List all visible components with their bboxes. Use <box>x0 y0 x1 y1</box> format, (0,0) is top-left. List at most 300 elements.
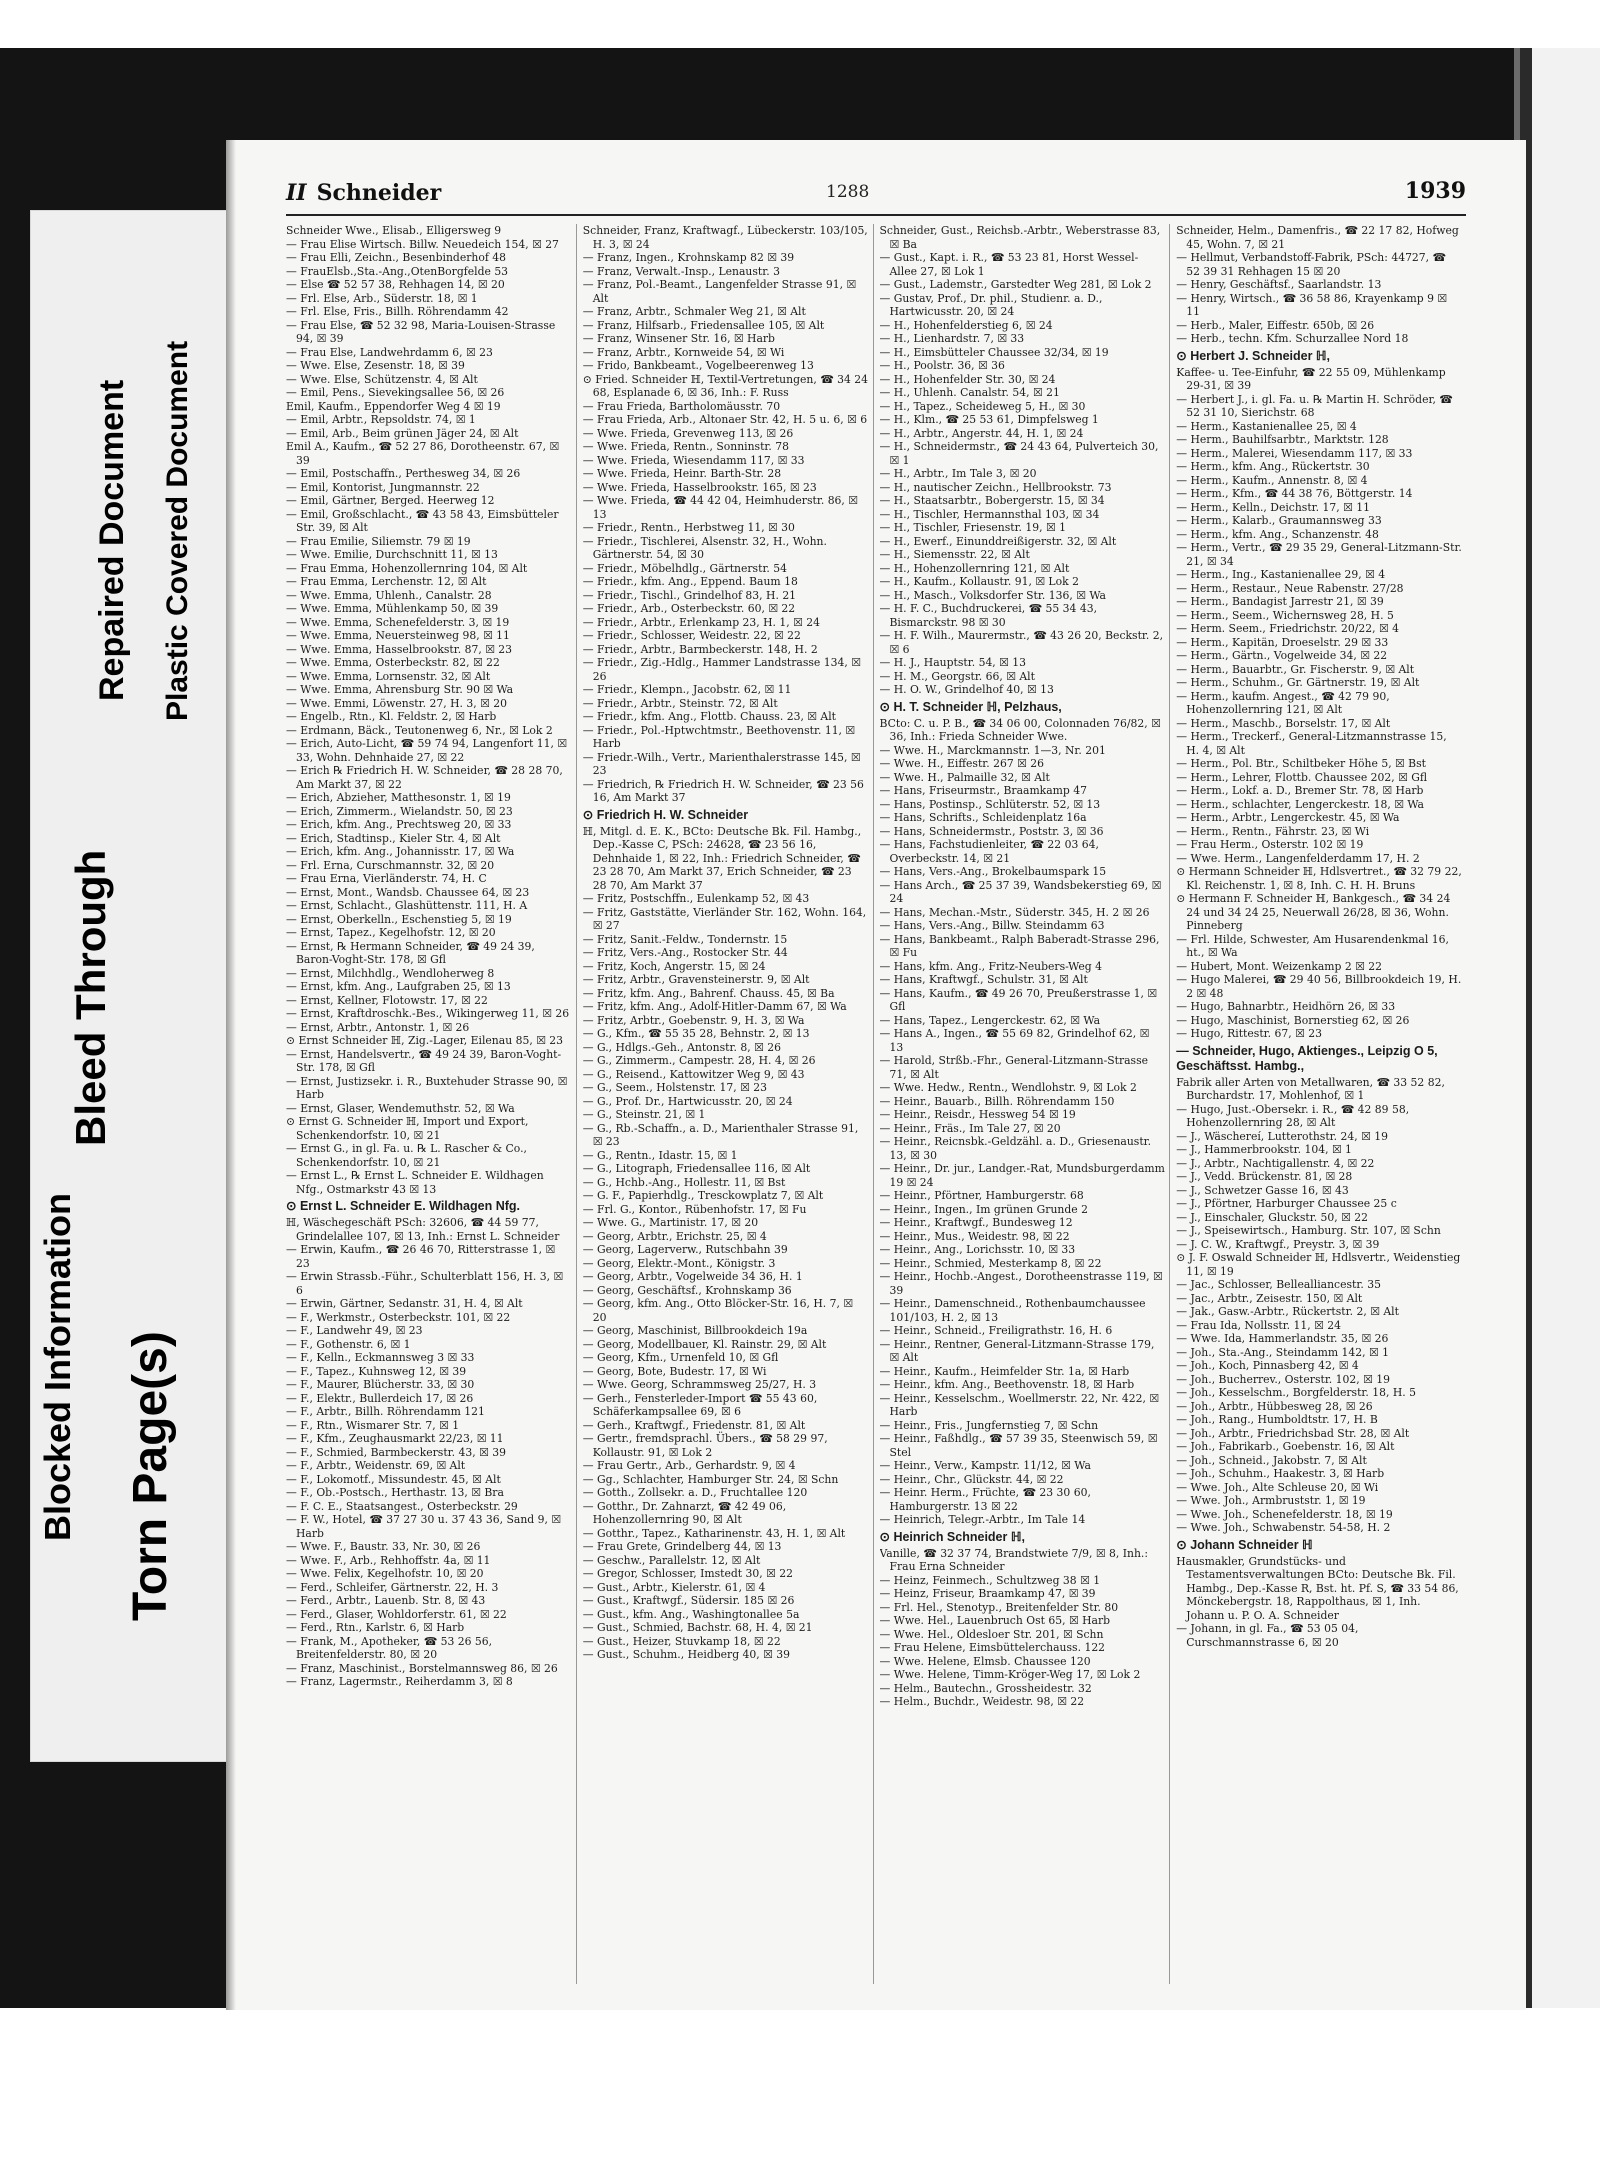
directory-entry: — G., Steinstr. 21, ☒ 1 <box>582 1108 706 1121</box>
directory-entry: — Herb., Maler, Eiffestr. 650b, ☒ 26 <box>1176 318 1375 332</box>
directory-entry: — Frl. Else, Fris., Billh. Röhrendamm 42 <box>286 305 509 318</box>
directory-entry: — G., Hchb.-Ang., Hollestr. 11, ☒ Bst <box>582 1175 786 1189</box>
directory-entry: — Gg., Schlachter, Hamburger Str. 24, ☒ Schn <box>582 1472 839 1486</box>
directory-entry: — Wwe. Emma, Ahrensburg Str. 90 ☒ Wa <box>286 683 514 696</box>
directory-entry: — Ernst, Kraftdroschk.-Bes., Wikingerweg 11, ☒ 26 <box>286 1007 570 1020</box>
directory-entry: — Herm., Bauarbtr., Gr. Fischerstr. 9, ☒ Alt <box>1176 662 1415 676</box>
directory-entry: — J., Schwetzer Gasse 16, ☒ 43 <box>1176 1183 1349 1197</box>
directory-entry: — Herm., Seem., Wichernsweg 28, H. 5 <box>1176 608 1394 622</box>
directory-entry: — Fritz, kfm. Ang., Bahrenf. Chauss. 45, ☒ Ba <box>582 986 835 1000</box>
directory-entry: — Gust., Schmied, Bachstr. 68, H. 4, ☒ 21 <box>582 1621 813 1634</box>
directory-entry: ⊙ Hermann Schneider ℍ, Hdlsvertret., ☎ 32 79 22, Kl. Reichenstr. 1, ☒ 8, Inh. C. H. H. Bruns <box>1176 865 1462 892</box>
directory-entry: — H., Tischler, Hermannsthal 103, ☒ 34 <box>879 507 1100 521</box>
directory-entry: — H., Schneidermstr., ☎ 24 43 64, Pulverteich 30, ☒ 1 <box>879 440 1159 467</box>
directory-entry: — Engelb., Rtn., Kl. Feldstr. 2, ☒ Harb <box>286 710 497 723</box>
directory-entry: — Heinr., Ingen., Im grünen Grunde 2 <box>879 1202 1088 1216</box>
directory-entry: — Friedrich, ℞ Friedrich H. W. Schneider, ☎ 23 56 16, Am Markt 37 <box>582 777 864 804</box>
directory-entry: — J., Pförtner, Harburger Chaussee 25 c <box>1176 1197 1397 1210</box>
directory-entry: — Heinrich, Telegr.-Arbtr., Im Tale 14 <box>879 1513 1086 1526</box>
directory-entry: — Franz, Arbtr., Kornweide 54, ☒ Wi <box>582 345 785 359</box>
directory-entry: — Hans, Vers.-Ang., Billw. Steindamm 63 <box>879 919 1105 932</box>
directory-entry: Schneider, Helm., Damenfris., ☎ 22 17 82, Hofweg 45, Wohn. 7, ☒ 21 <box>1176 224 1459 251</box>
directory-entry: — Joh., Schuhm., Haakestr. 3, ☒ Harb <box>1176 1467 1385 1480</box>
directory-entry: — Frau Emma, Hohenzollernring 104, ☒ Alt <box>286 561 528 575</box>
directory-entry: — Hans, Schrifts., Schleidenplatz 16a <box>879 811 1087 824</box>
directory-entry: — Friedr.-Wilh., Vertr., Marienthalerstrasse 145, ☒ 23 <box>582 750 861 777</box>
directory-entry: — H., Siemensstr. 22, ☒ Alt <box>879 548 1030 561</box>
directory-entry: — Hans, Mechan.-Mstr., Süderstr. 345, H. 2 ☒ 26 <box>879 905 1150 919</box>
directory-entry: — Hans, Fachstudienleiter, ☎ 22 03 64, Overbeckstr. 14, ☒ 21 <box>879 838 1099 865</box>
directory-entry: — Georg, Kfm., Urnenfeld 10, ☒ Gfl <box>582 1351 779 1364</box>
directory-entry: — Heinr., Fris., Jungfernstieg 7, ☒ Schn <box>879 1418 1099 1432</box>
column-marker: II <box>286 180 307 206</box>
directory-entry: — Ernst, ℞ Hermann Schneider, ☎ 49 24 39, Baron-Voght-Str. 178, ☒ Gfl <box>286 939 535 966</box>
directory-entry: — Franz, Winsener Str. 16, ☒ Harb <box>582 332 775 345</box>
label-blocked-information: Blocked Information <box>37 1192 78 1541</box>
directory-entry: — Hans, Kaufm., ☎ 49 26 70, Preußerstrasse 1, ☒ Gfl <box>879 986 1158 1013</box>
directory-entry: — Ferd., Glaser, Wohldorferstr. 61, ☒ 22 <box>286 1607 507 1621</box>
directory-entry: — F., Rtn., Wismarer Str. 7, ☒ 1 <box>286 1418 460 1432</box>
directory-entry: — Joh., Rang., Humboldtstr. 17, H. B <box>1176 1413 1378 1426</box>
directory-entry: — Hugo, Maschinist, Bornerstieg 62, ☒ 26 <box>1176 1013 1410 1027</box>
directory-entry: — Hans Arch., ☎ 25 37 39, Wandsbekerstieg 69, ☒ 24 <box>879 878 1162 905</box>
directory-entry: — Hans, Postinsp., Schlüterstr. 52, ☒ 13 <box>879 797 1101 811</box>
directory-entry: — G., Rentn., Idastr. 15, ☒ 1 <box>582 1148 738 1162</box>
directory-heading-entry: ⊙ Friedrich H. W. Schneider <box>582 807 749 822</box>
directory-entry: ⊙ Ernst G. Schneider ℍ, Import und Export, Schenkendorfstr. 10, ☒ 21 <box>286 1115 529 1142</box>
directory-entry: — F., Elektr., Bullerdeich 17, ☒ 26 <box>286 1391 474 1405</box>
directory-entry: — Gotth., Zollsekr. a. D., Fruchtallee 120 <box>582 1486 808 1499</box>
directory-entry: — Hugo, Rittestr. 67, ☒ 23 <box>1176 1027 1322 1040</box>
directory-entry: — Frau Grete, Grindelberg 44, ☒ 13 <box>582 1540 782 1553</box>
directory-entry: — Wwe. Helene, Timm-Kröger-Weg 17, ☒ Lok 2 <box>879 1668 1141 1681</box>
directory-entry: — Wwe. H., Marckmannstr. 1—3, Nr. 201 <box>879 743 1106 757</box>
directory-entry: — Herb., techn. Kfm. Schurzallee Nord 18 <box>1176 332 1409 345</box>
directory-entry: — Ferd., Rtn., Karlstr. 6, ☒ Harb <box>286 1621 465 1634</box>
directory-entry: — Joh., Schneid., Jakobstr. 7, ☒ Alt <box>1176 1453 1367 1467</box>
directory-entry: — Heinr., Hochb.-Angest., Dorotheenstrasse 119, ☒ 39 <box>879 1270 1163 1297</box>
directory-entry: — Friedr., Zig.-Hdlg., Hammer Landstrasse 134, ☒ 26 <box>582 656 861 683</box>
directory-entry: — Heinr., Reisdr., Hessweg 54 ☒ 19 <box>879 1108 1076 1121</box>
directory-entry: — F., Arbtr., Weidenstr. 69, ☒ Alt <box>286 1459 466 1472</box>
directory-entry: — Erich, Abzieher, Matthesonstr. 1, ☒ 19 <box>286 791 511 804</box>
directory-entry: — Herm., Bauhilfsarbtr., Marktstr. 128 <box>1176 433 1389 446</box>
header-year: 1939 <box>1404 178 1466 204</box>
directory-entry: — Herm., Malerei, Wiesendamm 117, ☒ 33 <box>1176 446 1413 460</box>
directory-entry: — Herm., Gärtn., Vogelweide 34, ☒ 22 <box>1176 649 1388 662</box>
directory-entry: — Helm., Buchdr., Weidestr. 98, ☒ 22 <box>879 1695 1085 1708</box>
directory-entry: — Wwe. Joh., Armbruststr. 1, ☒ 19 <box>1176 1494 1366 1507</box>
directory-entry: Kaffee- u. Tee-Einfuhr, ☎ 22 55 09, Mühlenkamp 29-31, ☒ 39 <box>1176 365 1446 392</box>
directory-entry: — Hans, Bankbeamt., Ralph Baberadt-Strasse 296, ☒ Fu <box>879 932 1160 959</box>
directory-entry: — Gust., Schuhm., Heidberg 40, ☒ 39 <box>582 1648 790 1661</box>
directory-entry: — J., Hammerbrookstr. 104, ☒ 1 <box>1176 1143 1352 1156</box>
directory-entry: — Heinz, Friseur, Braamkamp 47, ☒ 39 <box>879 1587 1096 1600</box>
directory-entry: — F., Kfm., Zeughausmarkt 22/23, ☒ 11 <box>286 1432 504 1445</box>
directory-entry: — Heinr., Rentner, General-Litzmann-Strasse 179, ☒ Alt <box>879 1337 1155 1364</box>
directory-entry: Schneider, Franz, Kraftwagf., Lübeckerstr. 103/105, H. 3, ☒ 24 <box>582 224 868 251</box>
directory-entry: — Georg, kfm. Ang., Otto Blöcker-Str. 16, H. 7, ☒ 20 <box>582 1297 854 1324</box>
directory-entry: — Frl. G., Kontor., Rübenhofstr. 17, ☒ Fu <box>582 1202 807 1216</box>
directory-entry: — Wwe. Frieda, ☎ 44 42 04, Heimhuderstr. 86, ☒ 13 <box>582 494 858 521</box>
directory-entry: — Frido, Bankbeamt., Vogelbeerenweg 13 <box>582 359 814 372</box>
directory-entry: — Heinr., Schneid., Freiligrathstr. 16, H. 6 <box>879 1324 1113 1337</box>
directory-entry: ℍ, Wäschegeschäft PSch: 32606, ☎ 44 59 77, Grindelallee 107, ☒ 13, Inh.: Ernst L. Schneider <box>286 1216 560 1243</box>
directory-entry: — Fritz, Arbtr., Goebenstr. 9, H. 3, ☒ Wa <box>582 1013 805 1027</box>
directory-entry: — Frau Elise Wirtsch. Billw. Neuedeich 154, ☒ 27 <box>286 237 559 251</box>
directory-entry: — Herm., Maschb., Borselstr. 17, ☒ Alt <box>1176 716 1391 730</box>
directory-entry: — Wwe. Joh., Schwabenstr. 54-58, H. 2 <box>1176 1521 1391 1534</box>
directory-entry: — Henry, Geschäftsf., Saarlandstr. 13 <box>1176 278 1382 291</box>
directory-entry: — Wwe. Else, Zesenstr. 18, ☒ 39 <box>286 359 465 372</box>
directory-entry: — Fritz, Postschffn., Eulenkamp 52, ☒ 43 <box>582 892 810 905</box>
directory-entry: — Herm., schlachter, Lengerckestr. 18, ☒ Wa <box>1176 797 1424 811</box>
directory-entry: — Wwe. Joh., Schenefelderstr. 18, ☒ 19 <box>1176 1507 1393 1521</box>
directory-entry: ℍ, Mitgl. d. E. K., BCto: Deutsche Bk. Fil. Hambg., Dep.-Kasse C, PSch: 24628, ☎ 23 56 16, Dehnhaide 1, ☒ 22, Inh.: Friedrich Schneider, ☎ 23 28 70, Am Markt 37, Erich Schneider, ☎ 23 28 70, Am Markt 37 <box>582 824 862 892</box>
directory-entry: — Erich, Zimmerm., Wielandstr. 50, ☒ 23 <box>286 804 513 818</box>
directory-entry: — Friedr., Möbelhdlg., Gärtnerstr. 54 <box>582 561 788 575</box>
directory-entry: — Herm., Kapitän, Droeselstr. 29 ☒ 33 <box>1176 635 1389 649</box>
directory-entry: — Ernst, Tapez., Kegelhofstr. 12, ☒ 20 <box>286 926 496 939</box>
directory-entry: — Franz, Hilfsarb., Friedensallee 105, ☒ Alt <box>582 318 825 332</box>
directory-entry: — H., Kaufm., Kollaustr. 91, ☒ Lok 2 <box>879 575 1079 588</box>
directory-entry: — Frau Emilie, Siliemstr. 79 ☒ 19 <box>286 534 471 548</box>
directory-entry: — Herm., Rentn., Fährstr. 23, ☒ Wi <box>1176 824 1370 838</box>
directory-entry: — Wwe. Emma, Osterbeckstr. 82, ☒ 22 <box>286 656 500 669</box>
directory-entry: — G., Kfm., ☎ 55 35 28, Behnstr. 2, ☒ 13 <box>582 1027 810 1040</box>
directory-entry: — Joh., Sta.-Ang., Steindamm 142, ☒ 1 <box>1176 1345 1390 1359</box>
directory-entry: Vanille, ☎ 32 37 74, Brandstwiete 7/9, ☒ 8, Inh.: Frau Erna Schneider <box>879 1546 1148 1573</box>
directory-entry: — G., Seem., Holstenstr. 17, ☒ 23 <box>582 1081 767 1094</box>
directory-entry: — Frau Frieda, Bartholomäusstr. 70 <box>582 399 781 413</box>
directory-entry: BCto: C. u. P. B., ☎ 34 06 00, Colonnaden 76/82, ☒ 36, Inh.: Frieda Schneider Wwe. <box>879 716 1161 743</box>
directory-entry: — Gust., Arbtr., Kielerstr. 61, ☒ 4 <box>582 1580 766 1594</box>
directory-entry: — G., Reisend., Kattowitzer Weg 9, ☒ 43 <box>582 1067 805 1081</box>
directory-entry: — Friedr., Tischlerei, Alsenstr. 32, H., Wohn. Gärtnerstr. 54, ☒ 30 <box>582 534 827 561</box>
directory-entry: — Friedr., Klempn., Jacobstr. 62, ☒ 11 <box>582 683 792 696</box>
directory-entry: — Wwe. Emma, Schenefelderstr. 3, ☒ 19 <box>286 615 510 629</box>
directory-entry: — Geschw., Parallelstr. 12, ☒ Alt <box>582 1553 761 1567</box>
directory-entry: — Gerh., Fensterleder-Import ☎ 55 43 60, Schäferkampsallee 69, ☒ 6 <box>582 1391 818 1418</box>
directory-column-3 <box>880 224 1171 1984</box>
directory-entry: — J., Wäschereí, Lutterothstr. 24, ☒ 19 <box>1176 1129 1388 1143</box>
directory-entry: — Gertr., fremdsprachl. Übers., ☎ 58 29 97, Kollaustr. 91, ☒ Lok 2 <box>582 1432 828 1459</box>
directory-heading-entry: ⊙ Heinrich Schneider ℍ, <box>879 1529 1025 1544</box>
directory-entry: — G., Zimmerm., Campestr. 28, H. 4, ☒ 26 <box>582 1054 816 1067</box>
directory-entry: — F., Maurer, Blücherstr. 33, ☒ 30 <box>286 1378 475 1391</box>
directory-entry: — H., Tapez., Scheideweg 5, H., ☒ 30 <box>879 399 1086 413</box>
directory-entry: — H., Staatsarbtr., Bobergerstr. 15, ☒ 34 <box>879 494 1105 507</box>
directory-entry: — Hugo Malerei, ☎ 29 40 56, Billbrookdeich 19, H. 2 ☒ 48 <box>1176 973 1462 1000</box>
directory-entry: — H., Arbtr., Angerstr. 44, H. 1, ☒ 24 <box>879 426 1084 440</box>
directory-heading-entry: — Schneider, Hugo, Aktienges., Leipzig O 5, Geschäftsst. Hambg., <box>1176 1043 1438 1073</box>
directory-entry: — Wwe. Emma, Hasselbrookstr. 87, ☒ 23 <box>286 642 513 656</box>
directory-entry: — Wwe. Frieda, Wiesendamm 117, ☒ 33 <box>582 453 805 467</box>
directory-entry: — Herm., Pol. Btr., Schiltbeker Höhe 5, ☒ Bst <box>1176 757 1426 770</box>
directory-entry: — H., nautischer Zeichn., Hellbrookstr. 73 <box>879 480 1112 494</box>
directory-entry: — Ernst G., in gl. Fa. u. ℞ L. Rascher & Co., Schenkendorfstr. 10, ☒ 21 <box>286 1142 527 1169</box>
directory-entry: — Franz, Pol.-Beamt., Langenfelder Strasse 91, ☒ Alt <box>582 278 857 305</box>
directory-entry: — Herm., kaufm. Angest., ☎ 42 79 90, Hohenzollernring 121, ☒ Alt <box>1176 689 1390 716</box>
page-left-shadow <box>226 140 236 2010</box>
directory-entry: — Heinr., Kaufm., Heimfelder Str. 1a, ☒ Harb <box>879 1364 1130 1378</box>
directory-entry: — Franz, Arbtr., Schmaler Weg 21, ☒ Alt <box>582 305 806 318</box>
directory-entry: — Helm., Bautechn., Grossheidestr. 32 <box>879 1681 1092 1695</box>
directory-entry: — Herm., kfm. Ang., Rückertstr. 30 <box>1176 460 1370 473</box>
directory-entry: — H. M., Georgstr. 66, ☒ Alt <box>879 669 1035 683</box>
directory-entry: ⊙ Hermann F. Schneider ℍ, Bankgesch., ☎ 34 24 24 und 34 24 25, Neuerwall 26/28, ☒ 36, Wohn. Pinneberg <box>1176 892 1451 932</box>
directory-entry: — Wwe. Emma, Lornsenstr. 32, ☒ Alt <box>286 669 491 683</box>
directory-entry: — Joh., Kesselschm., Borgfelderstr. 18, H. 5 <box>1176 1386 1417 1399</box>
directory-entry: — Hans, kfm. Ang., Fritz-Neubers-Weg 4 <box>879 959 1102 973</box>
directory-entry: — Fritz, Arbtr., Gravensteinerstr. 9, ☒ Alt <box>582 973 810 986</box>
directory-entry: — Heinr., Schmied, Mesterkamp 8, ☒ 22 <box>879 1256 1102 1270</box>
directory-entry: — Wwe. Felix, Kegelhofstr. 10, ☒ 20 <box>286 1567 484 1580</box>
directory-entry: — H. O. W., Grindelhof 40, ☒ 13 <box>879 683 1054 696</box>
directory-entry: — Ernst, kfm. Ang., Laufgraben 25, ☒ 13 <box>286 980 511 993</box>
directory-entry: — F., Tapez., Kuhnsweg 12, ☒ 39 <box>286 1364 467 1378</box>
directory-entry: — Friedr., Arbtr., Erlenkamp 23, H. 1, ☒ 24 <box>582 615 821 629</box>
directory-entry: — Henry, Wirtsch., ☎ 36 58 86, Krayenkamp 9 ☒ 11 <box>1176 291 1448 318</box>
directory-entry: — H. F. Wilh., Maurermstr., ☎ 43 26 20, Beckstr. 2, ☒ 6 <box>879 629 1164 656</box>
directory-entry: Hausmakler, Grundstücks- und Testamentsverwaltungen BCto: Deutsche Bk. Fil. Hambg., Dep.-Kasse R, Bst. ht. Pf. S, ☎ 33 54 86, Mönckebergstr. 18, Rappolthaus, ☒ 1, Inh. Johann u. P. O. A. Schneider <box>1176 1554 1459 1622</box>
directory-entry: — G. F., Papierhdlg., Tresckowplatz 7, ☒ Alt <box>582 1189 824 1202</box>
directory-entry: — Ernst, Glaser, Wendemuthstr. 52, ☒ Wa <box>286 1101 515 1115</box>
directory-page <box>226 140 1526 2010</box>
directory-entry: — Heinr., Fräs., Im Tale 27, ☒ 20 <box>879 1121 1061 1135</box>
directory-entry: — Herm., Ing., Kastanienallee 29, ☒ 4 <box>1176 568 1386 581</box>
directory-entry: — Erdmann, Bäck., Teutonenweg 6, Nr., ☒ Lok 2 <box>286 723 553 737</box>
directory-column-2 <box>583 224 874 1984</box>
directory-entry: — Erich, kfm. Ang., Prechtsweg 20, ☒ 33 <box>286 818 512 831</box>
directory-entry: — Ferd., Arbtr., Lauenb. Str. 8, ☒ 43 <box>286 1594 486 1607</box>
directory-entry: — Wwe. Frieda, Grevenweg 113, ☒ 26 <box>582 426 794 440</box>
directory-entry: — Heinr., Mus., Weidestr. 98, ☒ 22 <box>879 1229 1070 1243</box>
directory-column-1 <box>286 224 577 1984</box>
directory-entry: — Georg, Arbtr., Erichstr. 25, ☒ 4 <box>582 1229 767 1243</box>
directory-entry: Schneider Wwe., Elisab., Elligersweg 9 <box>286 224 502 237</box>
directory-entry: — H., Ewerf., Einunddreißigerstr. 32, ☒ Alt <box>879 534 1117 548</box>
directory-entry: — Friedr., kfm. Ang., Flottb. Chauss. 23, ☒ Alt <box>582 710 837 723</box>
directory-entry: — Ernst, Handelsvertr., ☎ 49 24 39, Baron-Voght-Str. 178, ☒ Gfl <box>286 1047 562 1074</box>
directory-entry: — Johann, in gl. Fa., ☎ 53 05 04, Curschmannstrasse 6, ☒ 20 <box>1176 1622 1359 1649</box>
directory-entry: — Wwe. F., Baustr. 33, Nr. 30, ☒ 26 <box>286 1540 481 1553</box>
directory-entry: — Franz, Verwalt.-Insp., Lenaustr. 3 <box>582 264 780 278</box>
label-torn-pages: Torn Page(s) <box>124 1331 177 1621</box>
directory-entry: — Heinr., Pförtner, Hamburgerstr. 68 <box>879 1189 1084 1202</box>
directory-entry: — H. F. C., Buchdruckerei, ☎ 55 34 43, Bismarckstr. 98 ☒ 30 <box>879 602 1098 629</box>
directory-entry: — H., Arbtr., Im Tale 3, ☒ 20 <box>879 467 1037 480</box>
directory-entry: — Frau Else, ☎ 52 32 98, Maria-Louisen-Strasse 94, ☒ 39 <box>286 318 556 345</box>
directory-entry: — Hubert, Mont. Weizenkamp 2 ☒ 22 <box>1176 959 1383 973</box>
directory-entry: — Joh., Arbtr., Hübbesweg 28, ☒ 26 <box>1176 1399 1373 1413</box>
directory-entry: — Frl. Hilde, Schwester, Am Husarendenkmal 16, ht., ☒ Wa <box>1176 932 1449 959</box>
directory-entry: — Ernst, Oberkelln., Eschenstieg 5, ☒ 19 <box>286 912 512 926</box>
directory-entry: — Fritz, Koch, Angerstr. 15, ☒ 24 <box>582 959 766 973</box>
directory-entry: — Georg, Geschäftsf., Krohnskamp 36 <box>582 1283 792 1297</box>
directory-entry: — Emil, Arbtr., Repsoldstr. 74, ☒ 1 <box>286 413 476 426</box>
directory-column-4 <box>1176 224 1466 1984</box>
directory-entry: — Herm., Kastanienallee 25, ☒ 4 <box>1176 419 1357 433</box>
top-margin <box>0 0 1600 48</box>
label-plastic-covered-document: Plastic Covered Document <box>161 340 194 721</box>
directory-entry: — Fritz, Gaststätte, Vierländer Str. 162, Wohn. 164, ☒ 27 <box>582 905 867 932</box>
directory-entry: — Herm., Arbtr., Lengerckestr. 45, ☒ Wa <box>1176 811 1400 824</box>
directory-entry: — F., Schmied, Barmbeckerstr. 43, ☒ 39 <box>286 1445 506 1459</box>
directory-entry: — Erwin Strassb.-Führ., Schulterblatt 156, H. 3, ☒ 6 <box>286 1270 564 1297</box>
directory-entry: — F., Werkmstr., Osterbeckstr. 101, ☒ 22 <box>286 1310 511 1324</box>
directory-entry: — Frank, M., Apotheker, ☎ 53 26 56, Breitenfelderstr. 80, ☒ 20 <box>286 1634 493 1661</box>
directory-entry: — Hellmut, Verbandstoff-Fabrik, PSch: 44727, ☎ 52 39 31 Rehhagen 15 ☒ 20 <box>1176 251 1446 278</box>
directory-entry: — H., Klm., ☎ 25 53 61, Dimpfelsweg 1 <box>879 413 1099 426</box>
directory-entry: — Friedr., Rentn., Herbstweg 11, ☒ 30 <box>582 521 795 534</box>
directory-entry: — Georg, Lagerverw., Rutschbahn 39 <box>582 1243 788 1256</box>
directory-heading-entry: ⊙ Ernst L. Schneider E. Wildhagen Nfg. <box>286 1199 520 1213</box>
directory-entry: ⊙ J. F. Oswald Schneider ℍ, Hdlsvertr., Weidenstieg 11, ☒ 19 <box>1176 1251 1461 1278</box>
directory-entry: — Heinr., Chr., Glückstr. 44, ☒ 22 <box>879 1472 1064 1486</box>
directory-entry: — Gust., Kraftwgf., Südersir. 185 ☒ 26 <box>582 1594 795 1607</box>
directory-entry: — Emil, Arb., Beim grünen Jäger 24, ☒ Alt <box>286 426 519 440</box>
directory-entry: — Gust., Lademstr., Garstedter Weg 281, ☒ Lok 2 <box>879 278 1152 291</box>
directory-entry: — Emil, Gärtner, Berged. Heerweg 12 <box>286 494 495 507</box>
directory-entry: — Ernst, Milchhdlg., Wendloherweg 8 <box>286 966 495 980</box>
directory-entry: Emil A., Kaufm., ☎ 52 27 86, Dorotheenstr. 67, ☒ 39 <box>286 440 560 467</box>
directory-entry: — Heinr., Reicnsbk.-Geldzähl. a. D., Griesenaustr. 13, ☒ 30 <box>879 1135 1152 1162</box>
directory-entry: — H., Lienhardstr. 7, ☒ 33 <box>879 332 1025 345</box>
directory-entry: — Hugo, Bahnarbtr., Heidhörn 26, ☒ 33 <box>1176 1000 1396 1013</box>
directory-entry: ⊙ Fried. Schneider ℍ, Textil-Vertretungen, ☎ 34 24 68, Esplanade 6, ☒ 36, Inh.: F. Russ <box>582 372 869 399</box>
directory-entry: — Frau Elli, Zeichn., Besenbinderhof 48 <box>286 251 507 264</box>
directory-entry: — Gust., Heizer, Stuvkamp 18, ☒ 22 <box>582 1634 781 1648</box>
directory-entry: — Friedr., Tischl., Grindelhof 83, H. 21 <box>582 588 797 602</box>
directory-entry: — Wwe. Frieda, Hasselbrookstr. 165, ☒ 23 <box>582 480 817 494</box>
directory-entry: — Hans, Vers.-Ang., Brokelbaumspark 15 <box>879 865 1107 878</box>
directory-entry: — Joh., Fabrikarb., Goebenstr. 16, ☒ Alt <box>1176 1440 1395 1453</box>
directory-entry: — Jac., Schlosser, Bellealliancestr. 35 <box>1176 1278 1381 1291</box>
directory-entry: — F., Ob.-Postsch., Herthastr. 13, ☒ Bra <box>286 1486 504 1499</box>
directory-entry: — Heinr. Herm., Früchte, ☎ 23 30 60, Hamburgerstr. 13 ☒ 22 <box>879 1486 1091 1513</box>
directory-entry: — Herm., Vertr., ☎ 29 35 29, General-Litzmann-Str. 21, ☒ 34 <box>1176 541 1462 568</box>
directory-entry: — Herm., Kalarb., Graumannsweg 33 <box>1176 514 1382 527</box>
directory-entry: — G., Rb.-Schaffn., a. D., Marienthaler Strasse 91, ☒ 23 <box>582 1121 859 1148</box>
directory-entry: — Hans A., Ingen., ☎ 55 69 82, Grindelhof 62, ☒ 13 <box>879 1027 1150 1054</box>
directory-entry: — Jac., Arbtr., Zeisestr. 150, ☒ Alt <box>1176 1291 1363 1305</box>
directory-entry: — Erwin, Gärtner, Sedanstr. 31, H. 4, ☒ Alt <box>286 1297 523 1310</box>
directory-entry: — Frau Emma, Lerchenstr. 12, ☒ Alt <box>286 575 487 588</box>
directory-entry: — F. C. E., Staatsangest., Osterbeckstr. 29 <box>286 1499 518 1513</box>
directory-entry: — Joh., Koch, Pinnasberg 42, ☒ 4 <box>1176 1359 1359 1372</box>
directory-entry: — Wwe. Emma, Mühlenkamp 50, ☒ 39 <box>286 602 499 615</box>
bottom-margin <box>0 2008 1600 2177</box>
directory-entry: — Gustav, Prof., Dr. phil., Studienr. a. D., Hartwicusstr. 20, ☒ 24 <box>879 291 1103 318</box>
directory-entry: — Wwe. Joh., Alte Schleuse 20, ☒ Wi <box>1176 1480 1379 1494</box>
header-surname: Schneider <box>316 180 442 206</box>
directory-entry: — Heinr., Faßhdlg., ☎ 57 39 35, Steenwisch 59, ☒ Stel <box>879 1432 1158 1459</box>
directory-entry: — Heinr., kfm. Ang., Beethovenstr. 18, ☒ Harb <box>879 1378 1135 1391</box>
directory-entry: — Herm., Lokf. a. D., Bremer Str. 78, ☒ Harb <box>1176 784 1424 797</box>
directory-entry: — H., Tischler, Friesenstr. 19, ☒ 1 <box>879 521 1066 534</box>
directory-entry: — Frau Erna, Vierländerstr. 74, H. C <box>286 872 487 885</box>
directory-entry: — Georg, Modellbauer, Kl. Rainstr. 29, ☒ Alt <box>582 1337 827 1351</box>
directory-entry: — Joh., Arbtr., Friedrichsbad Str. 28, ☒ Alt <box>1176 1426 1410 1440</box>
directory-entry: — H., Hohenzollernring 121, ☒ Alt <box>879 561 1070 575</box>
directory-entry: — Frl. Hel., Stenotyp., Breitenfelder Str. 80 <box>879 1600 1119 1614</box>
directory-entry: — Wwe. Frieda, Rentn., Sonninstr. 78 <box>582 440 790 453</box>
directory-entry: — G., Hdlgs.-Geh., Antonstr. 8, ☒ 26 <box>582 1040 781 1054</box>
directory-entry: — Erich, kfm. Ang., Johannisstr. 17, ☒ Wa <box>286 845 515 858</box>
directory-entry: — Ernst, Arbtr., Antonstr. 1, ☒ 26 <box>286 1020 470 1034</box>
header-left <box>286 180 441 206</box>
directory-entry: — H., Masch., Volksdorfer Str. 136, ☒ Wa <box>879 588 1106 602</box>
directory-entry: — Frau Else, Landwehrdamm 6, ☒ 23 <box>286 345 493 359</box>
directory-entry: — Frau Ida, Nollsstr. 11, ☒ 24 <box>1176 1318 1341 1332</box>
directory-entry: — Herm., kfm. Ang., Schanzenstr. 48 <box>1176 527 1379 541</box>
directory-entry: — Gotthr., Tapez., Katharinenstr. 43, H. 1, ☒ Alt <box>582 1526 846 1540</box>
directory-entry: — G., Prof. Dr., Hartwicusstr. 20, ☒ 24 <box>582 1094 793 1108</box>
directory-entry: — Wwe. Hel., Lauenbruch Ost 65, ☒ Harb <box>879 1614 1111 1627</box>
directory-entry: — Heinz, Feinmech., Schultzweg 38 ☒ 1 <box>879 1573 1101 1587</box>
directory-entry: — Gotthr., Dr. Zahnarzt, ☎ 42 49 06, Hohenzollernring 90, ☒ Alt <box>582 1499 787 1526</box>
directory-entry: — Friedr., Pol.-Hptwchtmstr., Beethovenstr. 11, ☒ Harb <box>582 723 856 750</box>
page-header <box>286 174 1466 216</box>
directory-entry: — Wwe. Hel., Oldesloer Str. 201, ☒ Schn <box>879 1627 1104 1641</box>
directory-entry: Emil, Kaufm., Eppendorfer Weg 4 ☒ 19 <box>286 399 501 413</box>
directory-entry: — Georg, Bote, Budestr. 17, ☒ Wi <box>582 1364 767 1378</box>
directory-entry: — Herbert J., i. gl. Fa. u. ℞ Martin H. Schröder, ☎ 52 31 10, Sierichstr. 68 <box>1176 392 1453 419</box>
directory-entry: ⊙ Ernst Schneider ℍ, Zig.-Lager, Eilenau 85, ☒ 23 <box>286 1034 564 1047</box>
facing-page-edge <box>1532 48 1600 2008</box>
directory-entry: — Wwe. Emilie, Durchschnitt 11, ☒ 13 <box>286 548 498 561</box>
directory-entry: — Wwe. H., Eiffestr. 267 ☒ 26 <box>879 757 1045 770</box>
directory-entry: — Heinr., Dr. jur., Landger.-Rat, Mundsburgerdamm 19 ☒ 24 <box>879 1162 1165 1189</box>
directory-entry: — Emil, Großschlacht., ☎ 43 58 43, Eimsbütteler Str. 39, ☒ Alt <box>286 507 559 534</box>
directory-heading-entry: ⊙ Johann Schneider ℍ <box>1176 1537 1313 1552</box>
directory-entry: — Friedr., Arbtr., Barmbeckerstr. 148, H. 2 <box>582 642 818 656</box>
directory-entry: — Frl. Erna, Curschmannstr. 32, ☒ 20 <box>286 858 495 872</box>
directory-entry: — Gerh., Kraftwgf., Friedenstr. 81, ☒ Alt <box>582 1418 806 1432</box>
directory-entry: — Georg, Elektr.-Mont., Königstr. 3 <box>582 1256 776 1270</box>
directory-entry: — Herm. Seem., Friedrichstr. 20/22, ☒ 4 <box>1176 622 1399 635</box>
directory-entry: — Wwe. H., Palmaille 32, ☒ Alt <box>879 770 1050 784</box>
directory-entry: — Georg, Arbtr., Vogelweide 34 36, H. 1 <box>582 1270 803 1283</box>
directory-entry: — Frau Gertr., Arb., Gerhardstr. 9, ☒ 4 <box>582 1459 796 1472</box>
directory-entry: — Emil, Pens., Sievekingsallee 56, ☒ 26 <box>286 386 505 399</box>
directory-entry: — Gregor, Schlosser, Imstedt 30, ☒ 22 <box>582 1567 793 1580</box>
directory-entry: — Erich ℞ Friedrich H. W. Schneider, ☎ 28 28 70, Am Markt 37, ☒ 22 <box>286 764 563 791</box>
directory-entry: — Hans, Friseurmstr., Braamkamp 47 <box>879 784 1087 797</box>
label-bleed-through: Bleed Through <box>67 849 114 1146</box>
directory-entry: — Franz, Maschinist., Borstelmannsweg 86, ☒ 26 <box>286 1661 558 1675</box>
directory-entry: — Erich, Stadtinsp., Kieler Str. 4, ☒ Alt <box>286 831 501 845</box>
directory-entry: — Heinr., Bauarb., Billh. Röhrendamm 150 <box>879 1094 1115 1108</box>
directory-entry: — Frau Frieda, Arb., Altonaer Str. 42, H. 5 u. 6, ☒ 6 <box>582 413 868 426</box>
directory-entry: — H., Eimsbütteler Chaussee 32/34, ☒ 19 <box>879 345 1109 359</box>
directory-entry: — H., Uhlenh. Canalstr. 54, ☒ 21 <box>879 386 1060 399</box>
directory-entry: — Emil, Postschaffn., Perthesweg 34, ☒ 26 <box>286 467 521 480</box>
directory-entry: — G., Litograph, Friedensallee 116, ☒ Alt <box>582 1162 811 1175</box>
directory-entry: — Hugo, Just.-Obersekr. i. R., ☎ 42 89 58, Hohenzollernring 28, ☒ Alt <box>1176 1102 1410 1129</box>
directory-entry: — Wwe. Frieda, Heinr. Barth-Str. 28 <box>582 467 782 480</box>
directory-entry: — H., Hohenfelderstieg 6, ☒ 24 <box>879 318 1053 332</box>
directory-entry: — J., Vedd. Brückenstr. 81, ☒ 28 <box>1176 1170 1353 1183</box>
directory-entry: — Frau Herm., Osterstr. 102 ☒ 19 <box>1176 838 1364 851</box>
directory-entry: — F., Lokomotf., Missundestr. 45, ☒ Alt <box>286 1472 501 1486</box>
directory-entry: Fabrik aller Arten von Metallwaren, ☎ 33 52 82, Burchardstr. 17, Mohlenhof, ☒ 1 <box>1176 1075 1445 1102</box>
directory-entry: — Herm., Lehrer, Flottb. Chaussee 202, ☒ Gfl <box>1176 770 1428 784</box>
directory-entry: — Hans, Schneidermstr., Poststr. 3, ☒ 36 <box>879 824 1104 838</box>
directory-entry: — Herm., Schuhm., Gr. Gärtnerstr. 19, ☒ Alt <box>1176 676 1420 689</box>
directory-entry: — J., Speisewirtsch., Hamburg. Str. 107, ☒ Schn <box>1176 1224 1441 1237</box>
